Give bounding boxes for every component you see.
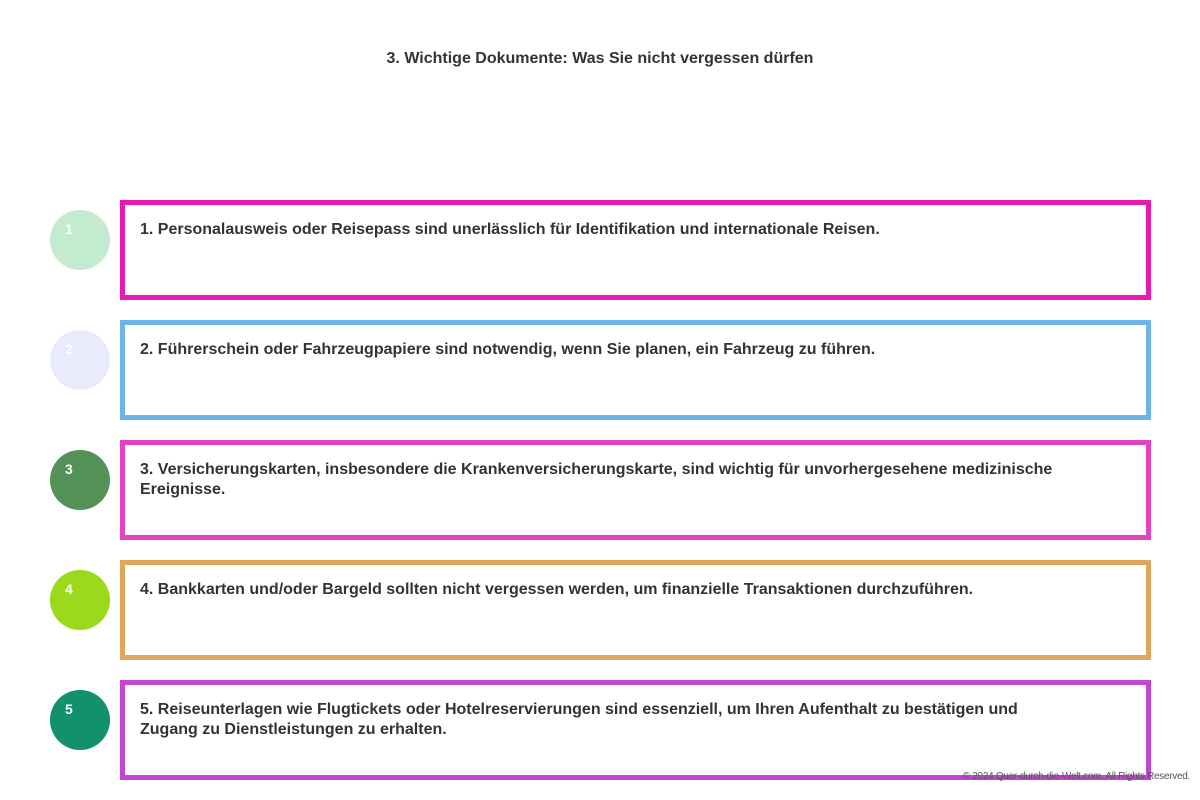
number-label: 4 xyxy=(65,581,73,597)
list-item-1 xyxy=(0,200,1200,300)
list-item-5 xyxy=(0,680,1200,780)
copyright-footer: © 2024 Quer-durch-die-Welt.com. All Rights Reserved. xyxy=(962,771,1190,782)
document-text: 5. Reiseunterlagen wie Flugtickets oder Hotelreservierungen sind essenziell, um Ihren Aufenthalt zu bestätigen und Zugang zu Dienstleistungen zu erhalten. xyxy=(140,701,1018,738)
number-badge xyxy=(50,330,110,390)
page-title: 3. Wichtige Dokumente: Was Sie nicht vergessen dürfen xyxy=(386,50,814,67)
number-label: 5 xyxy=(65,701,73,717)
number-badge xyxy=(50,450,110,510)
number-badge xyxy=(50,570,110,630)
number-label: 1 xyxy=(65,221,73,237)
number-label: 2 xyxy=(65,341,73,357)
list-item-2 xyxy=(0,320,1200,420)
document-box xyxy=(120,320,1151,420)
list-item-4 xyxy=(0,560,1200,660)
list-item-3 xyxy=(0,440,1200,540)
number-badge xyxy=(50,210,110,270)
document-text: 1. Personalausweis oder Reisepass sind unerlässlich für Identifikation und internationale Reisen. xyxy=(140,221,880,238)
document-text: 4. Bankkarten und/oder Bargeld sollten nicht vergessen werden, um finanzielle Transaktionen durchzuführen. xyxy=(140,581,974,598)
number-label: 3 xyxy=(65,461,73,477)
document-text: 3. Versicherungskarten, insbesondere die Krankenversicherungskarte, sind wichtig für unvorhergesehene medizinische Ereignisse. xyxy=(140,461,1053,498)
document-box xyxy=(120,440,1151,540)
document-text: 2. Führerschein oder Fahrzeugpapiere sind notwendig, wenn Sie planen, ein Fahrzeug zu führen. xyxy=(140,341,876,358)
document-box xyxy=(120,200,1151,300)
document-box xyxy=(120,680,1151,780)
document-box xyxy=(120,560,1151,660)
number-badge xyxy=(50,690,110,750)
